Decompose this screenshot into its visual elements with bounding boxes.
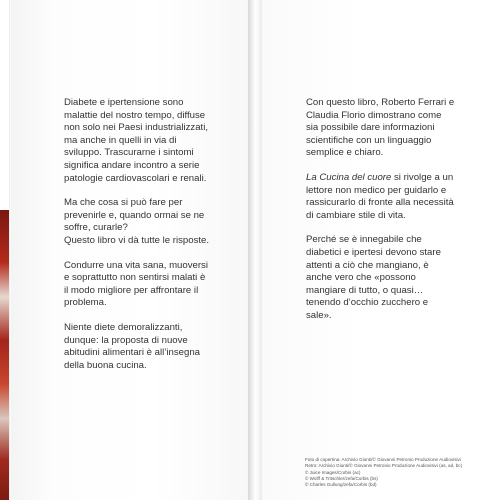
right-paragraph-3: Perché se è innegabile che diabetici e ipertesi devono stare attenti a ciò che mangiano, è anche vero che «possono mangiare di tutto, o quasi… tenendo d’occhio zucchero e sale». — [306, 234, 441, 321]
left-paragraph-4: Condurre una vita sana, muoversi e soprattutto non sentirsi malati è il modo migliore per affrontare il problema. — [64, 259, 208, 309]
right-paragraph-2-text: si rivolge a un lettore non medico per guidarlo e rassicurarlo di fronte alla necessità di cambiare stile di vita. — [306, 171, 454, 221]
left-paragraph-3: Questo libro vi dà tutte le risposte. — [64, 234, 210, 246]
flap-fold — [248, 0, 262, 500]
right-paragraph-1: Con questo libro, Roberto Ferrari e Claudia Florio dimostrano come sia possibile dare informazioni scientifiche con un linguaggio semplice e chiaro. — [306, 97, 455, 159]
cover-photo-edge — [0, 210, 9, 500]
right-paragraph-2 — [306, 172, 456, 222]
right-text-column — [306, 97, 456, 335]
left-paragraph-2: Ma che cosa si può fare per prevenirle e, quando ormai se ne soffre, curarle? — [64, 197, 205, 234]
left-paragraph-5: Niente diete demoralizzanti, dunque: la proposta di nuove abitudini alimentari è all’insegna della buona cucina. — [64, 321, 200, 371]
left-text-column — [64, 97, 212, 384]
book-title: La Cucina del cuore — [306, 171, 392, 183]
credit-line: © Juice Images/Corbis (ac) — [305, 469, 361, 475]
left-paragraph-1: Diabete e ipertensione sono malattie del nostro tempo, diffuse non solo nei Paesi industrializzati, ma anche in quelli in via di sviluppo. Trascurarne i sintomi significa andare incontro a serie patologie cardiovascolari e renali. — [64, 97, 208, 184]
credit-line: Retro: Archivio Giunti/© Giovanni Petronio Produzione Audiovisivi (as, ad, bc) — [305, 463, 463, 469]
credit-line: © Charles Gullung/zefa/Corbis (bd) — [305, 482, 377, 488]
photo-credits — [305, 457, 480, 488]
credit-line: Foto di copertina: Archivio Giunti/© Giovanni Petronio Produzione Audiovisivi — [305, 457, 461, 462]
credit-line: © Wolff & Tritschler/zefa/Corbis (bs) — [305, 475, 378, 481]
